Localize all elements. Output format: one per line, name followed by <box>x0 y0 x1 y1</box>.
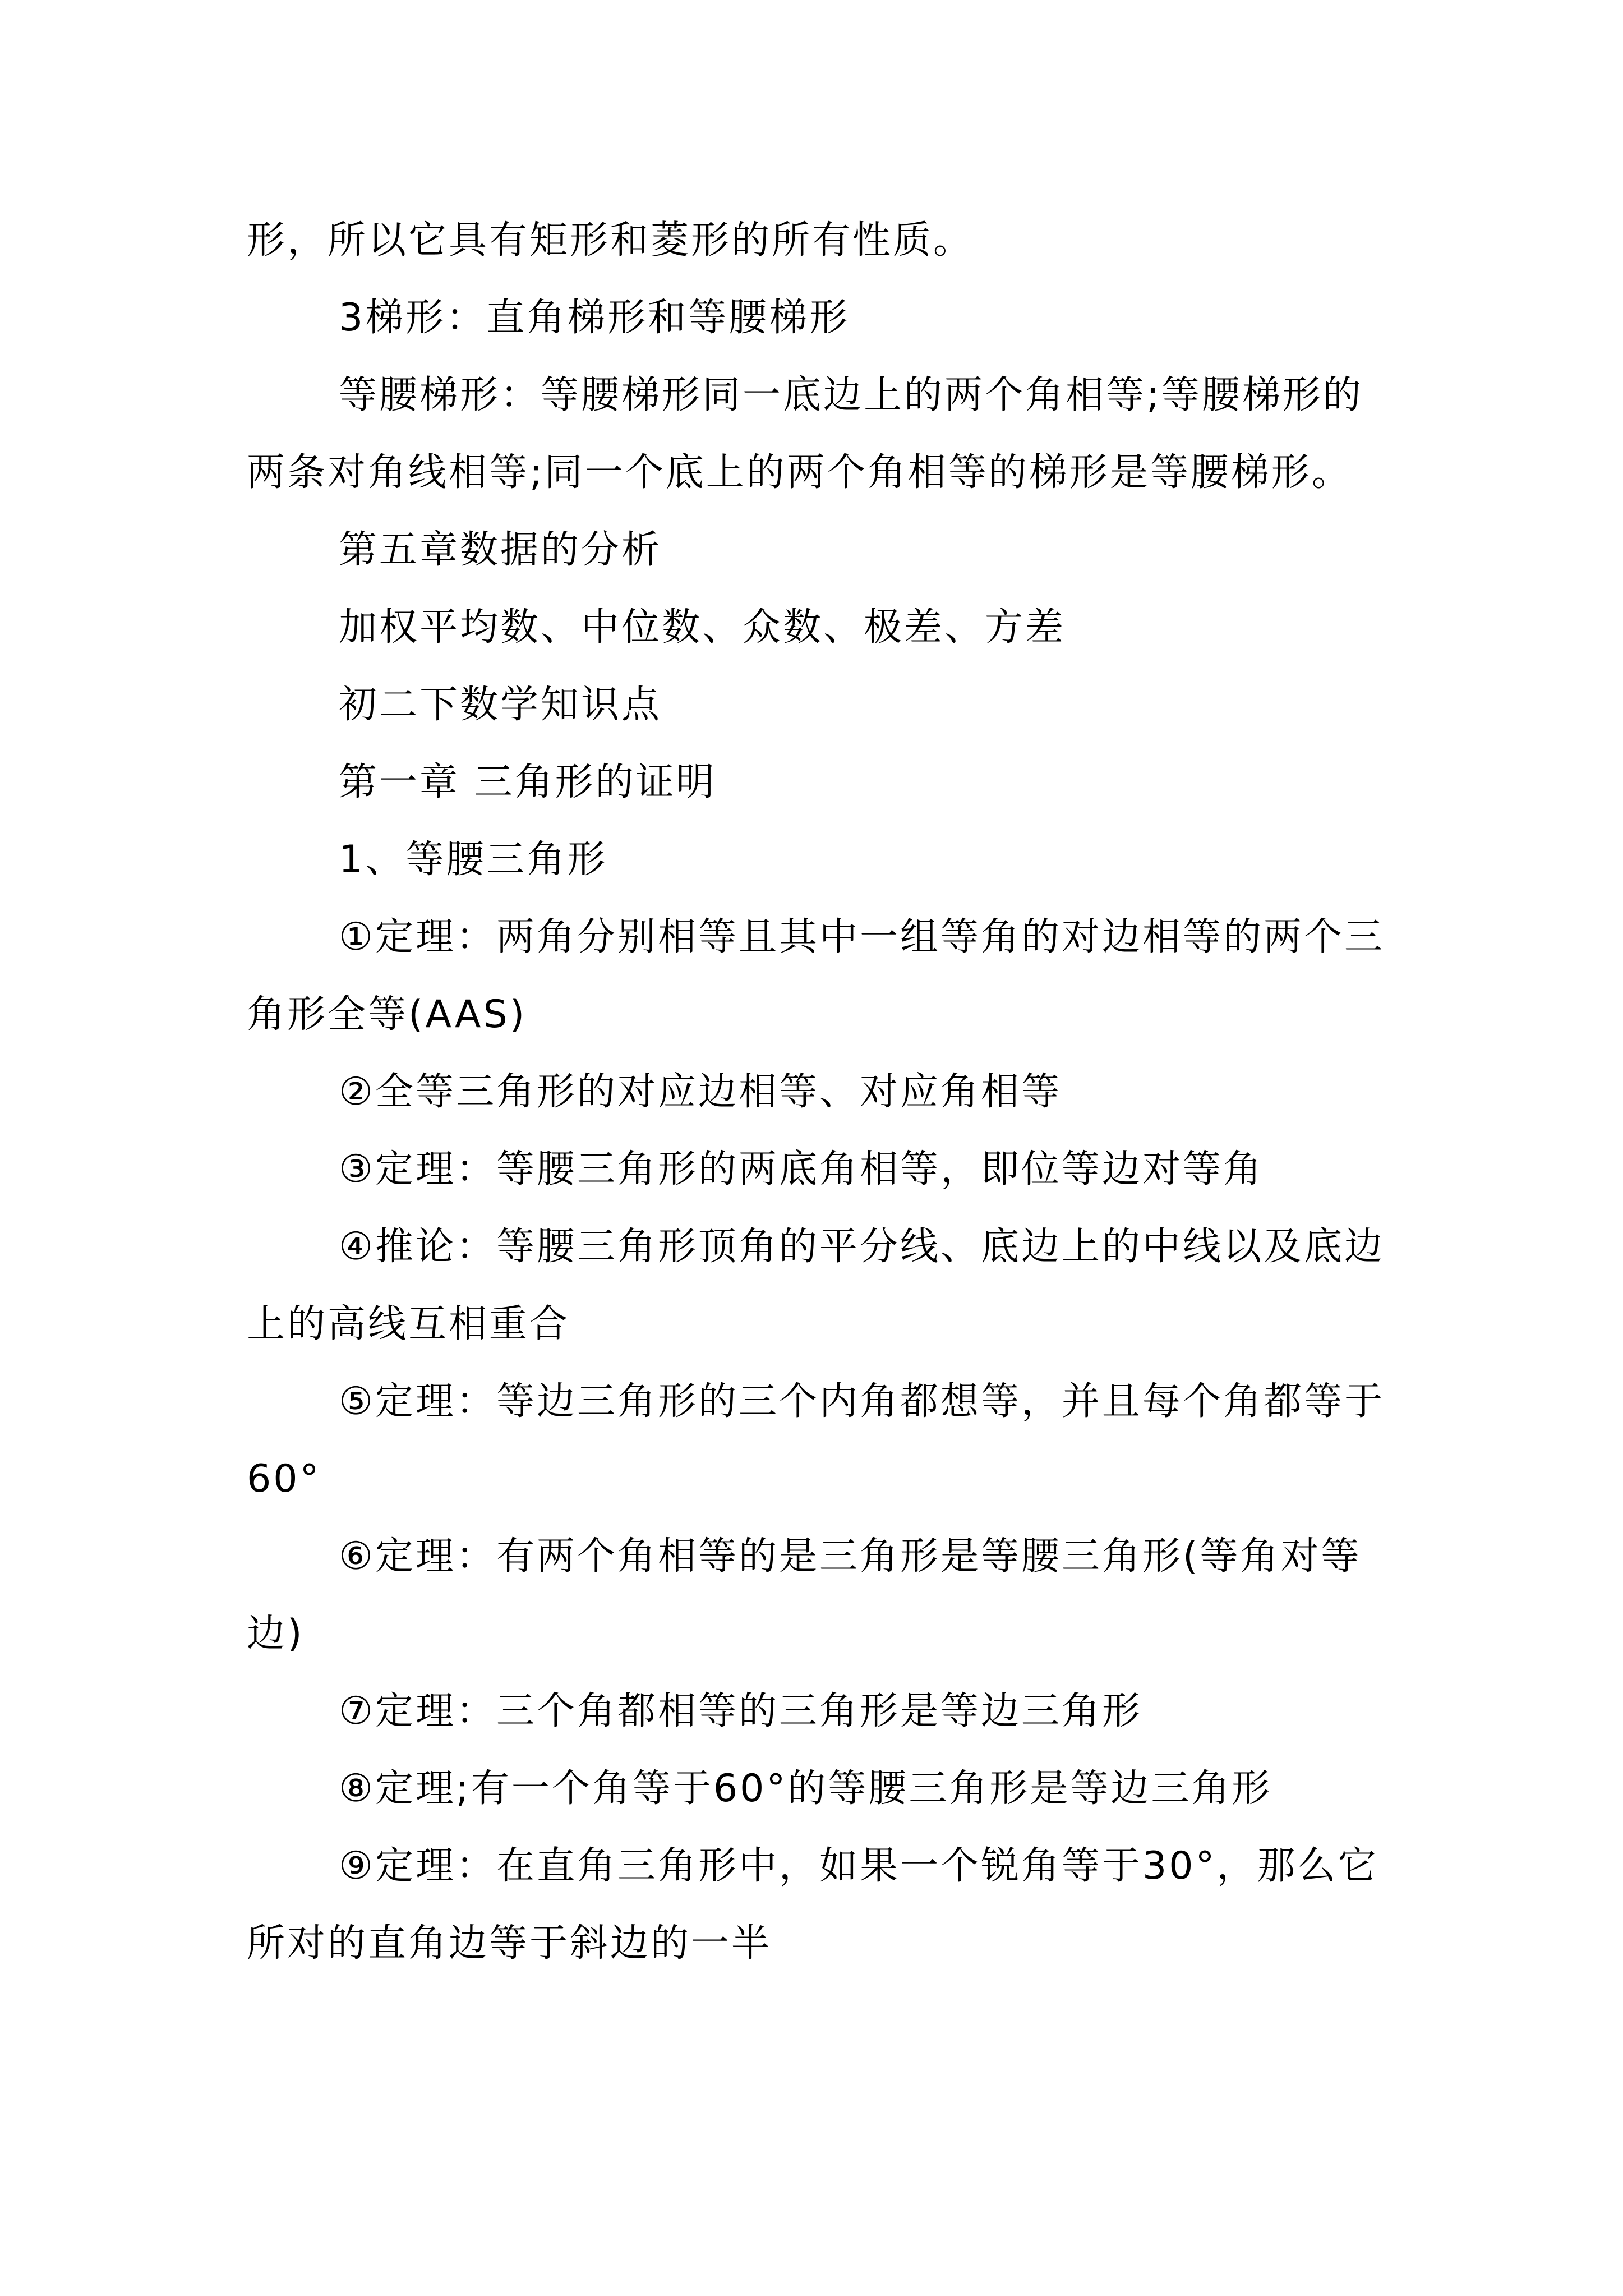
list-item: ⑤定理：等边三角形的三个内角都想等，并且每个角都等于60° <box>247 1379 1385 1501</box>
list-item: ①定理：两角分别相等且其中一组等角的对边相等的两个三角形全等(AAS) <box>247 915 1385 1037</box>
paragraph: 3梯形：直角梯形和等腰梯形 <box>339 296 850 340</box>
paragraph: 等腰梯形：等腰梯形同一底边上的两个角相等;等腰梯形的两条对角线相等;同一个底上的两个角相等的梯形是等腰梯形。 <box>247 373 1363 495</box>
list-item: ③定理：等腰三角形的两底角相等，即位等边对等角 <box>339 1147 1264 1191</box>
document-body <box>247 202 1385 1982</box>
list-item: ④推论：等腰三角形顶角的平分线、底边上的中线以及底边上的高线互相重合 <box>247 1225 1385 1346</box>
section-heading: 第一章 三角形的证明 <box>339 760 717 804</box>
list-item: ⑦定理：三个角都相等的三角形是等边三角形 <box>339 1689 1142 1733</box>
list-item: ⑥定理：有两个角相等的是三角形是等腰三角形(等角对等边) <box>247 1534 1362 1656</box>
list-item: ⑨定理：在直角三角形中，如果一个锐角等于30°，那么它所对的直角边等于斜边的一半 <box>247 1844 1378 1966</box>
list-item: ②全等三角形的对应边相等、对应角相等 <box>339 1070 1062 1114</box>
paragraph: 加权平均数、中位数、众数、极差、方差 <box>339 605 1066 650</box>
section-heading: 第五章数据的分析 <box>339 528 662 572</box>
list-item: ⑧定理;有一个角等于60°的等腰三角形是等边三角形 <box>339 1766 1272 1811</box>
section-heading: 1、等腰三角形 <box>339 838 608 882</box>
section-heading: 初二下数学知识点 <box>339 683 662 727</box>
paragraph: 形，所以它具有矩形和菱形的所有性质。 <box>247 218 974 263</box>
